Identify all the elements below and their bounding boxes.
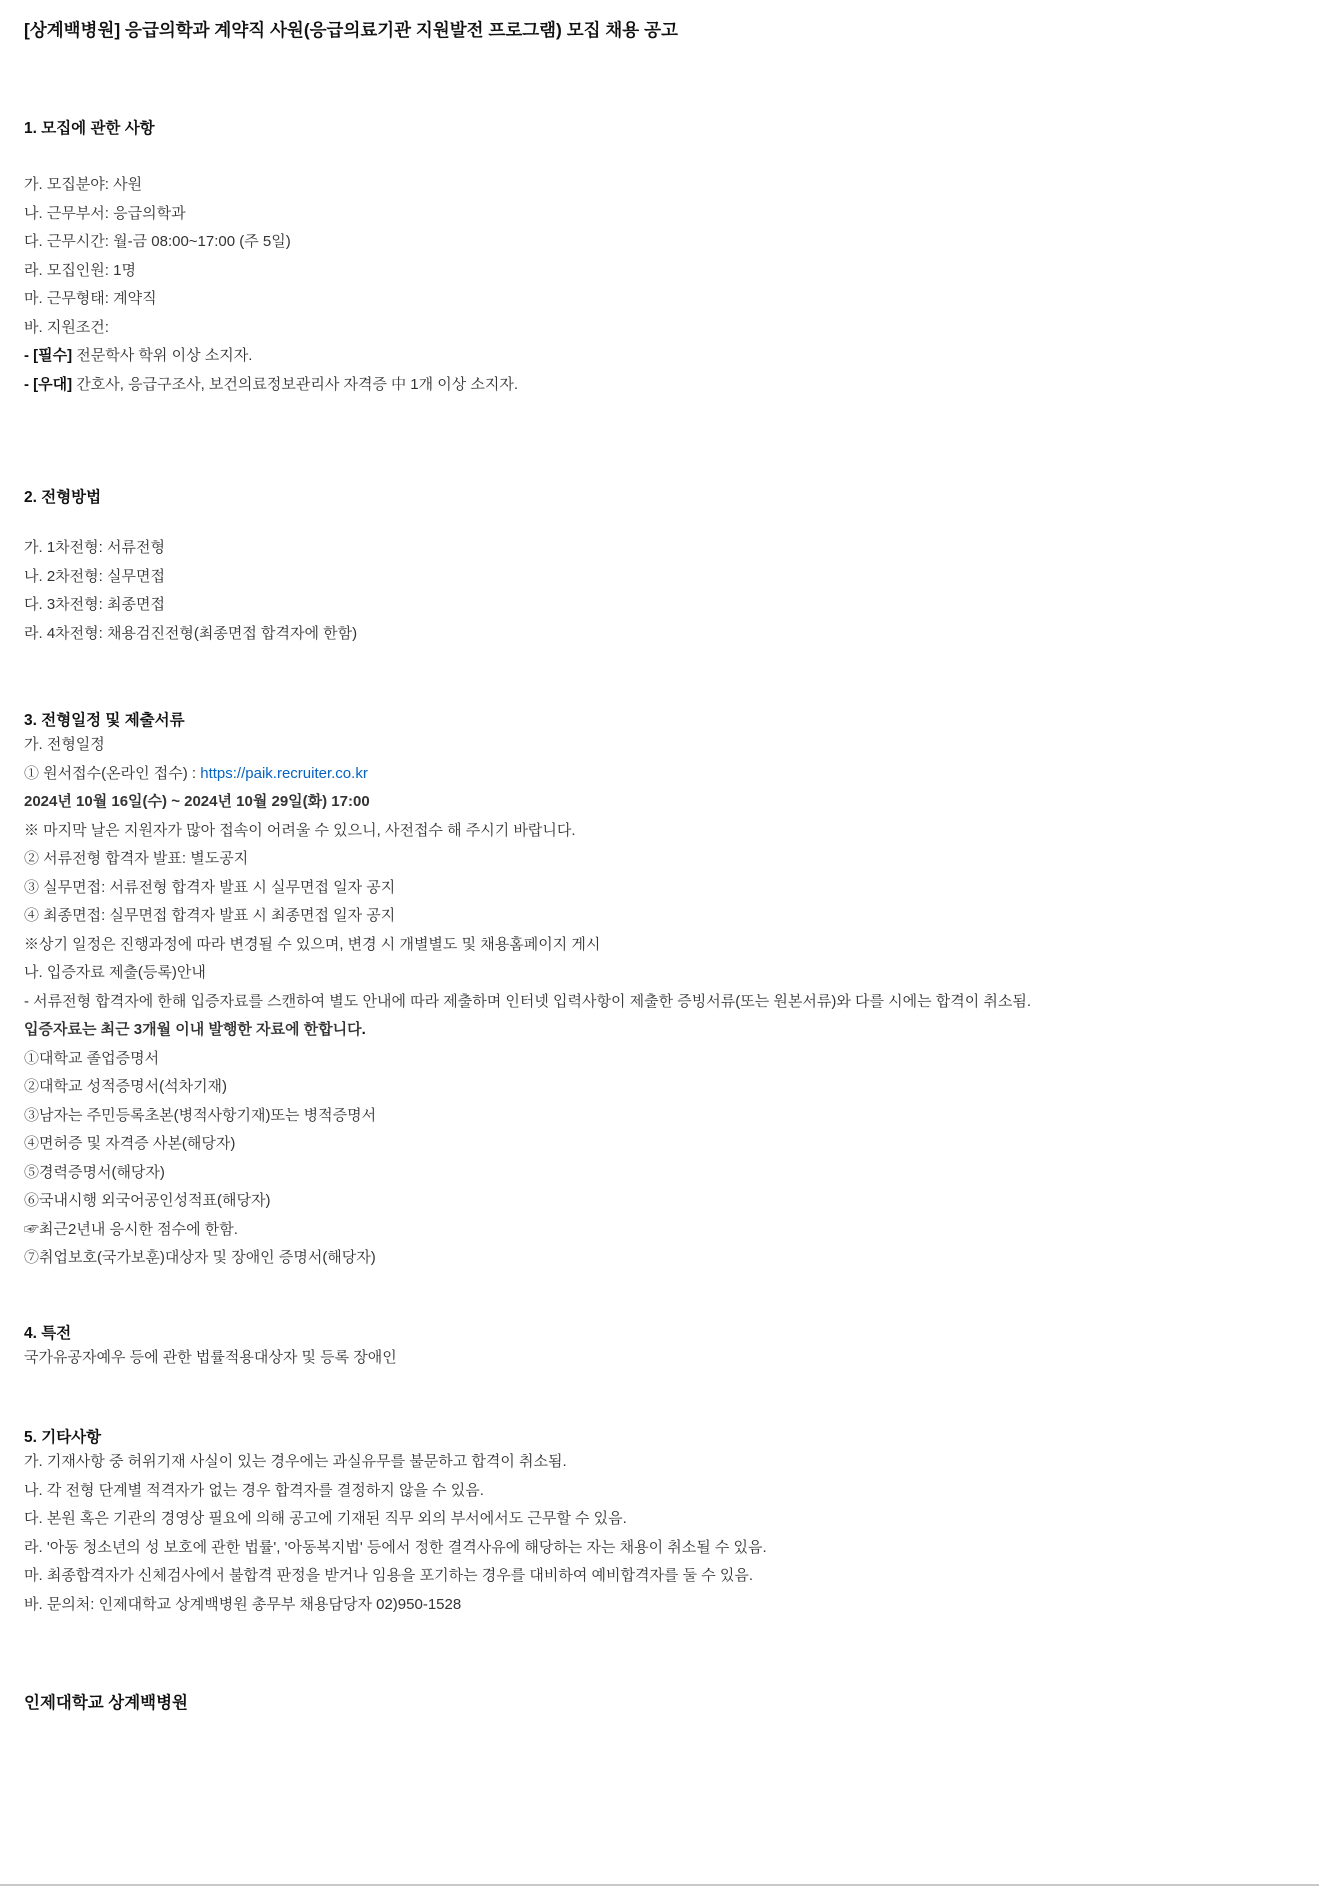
stage-1-line: 가. 1차전형: 서류전형 bbox=[24, 539, 165, 556]
preferred-label: - [우대] bbox=[24, 375, 73, 393]
qualification-line: 바. 지원조건: bbox=[24, 318, 109, 336]
stage-2-line: 나. 2차전형: 실무면접 bbox=[24, 567, 165, 585]
doc-language-score-note-line: ☞최근2년내 응시한 점수에 한함. bbox=[24, 1220, 238, 1238]
work-hours-line: 다. 근무시간: 월-금 08:00~17:00 (주 5일) bbox=[24, 233, 291, 250]
schedule-list bbox=[24, 845, 1299, 959]
employment-type-line: 마. 근무형태: 계약직 bbox=[24, 290, 157, 307]
doc-transcript-line: ②대학교 성적증명서(석차기재) bbox=[24, 1078, 228, 1095]
document-pass-announce-line: ② 서류전형 합격자 발표: 별도공지 bbox=[24, 850, 249, 867]
disqualification-law-line: 라. '아동 청소년의 성 보호에 관한 법률', '아동복지법' 등에서 정한 결격사유에 해당하는 자는 채용이 취소될 수 있음. bbox=[24, 1538, 767, 1556]
doc-veteran-disability-cert-line: ⑦취업보호(국가보훈)대상자 및 장애인 증명서(해당자) bbox=[24, 1249, 376, 1266]
bottom-divider bbox=[0, 1884, 1319, 1886]
doc-license-copy-line: ④면허증 및 자격증 사본(해당자) bbox=[24, 1135, 236, 1152]
required-label: - [필수] bbox=[24, 347, 73, 364]
proof-validity-text: 입증자료는 최근 3개월 이내 발행한 자료에 한합니다 bbox=[24, 1021, 362, 1038]
stage-3-line: 다. 3차전형: 최종면접 bbox=[24, 596, 165, 613]
preferred-qualification-line bbox=[24, 371, 1299, 400]
final-interview-line: ④ 최종면접: 실무면접 합격자 발표 시 최종면접 일자 공지 bbox=[24, 907, 396, 924]
contact-line: 바. 문의처: 인제대학교 상계백병원 총무부 채용담당자 02)950-1528 bbox=[24, 1595, 462, 1613]
false-statement-line: 가. 기재사항 중 허위기재 사실이 있는 경우에는 과실유무를 불문하고 합격이 취소됨. bbox=[24, 1453, 567, 1470]
schedule-subheading: 가. 전형일정 bbox=[24, 736, 105, 753]
doc-career-cert-line: ⑤경력증명서(해당자) bbox=[24, 1163, 165, 1181]
page-title: [상계백병원] 응급의학과 계약직 사원(응급의료기관 지원발전 프로그램) 모집 채용 공고 bbox=[24, 20, 678, 40]
section-1-body bbox=[24, 171, 1299, 399]
application-label: ① 원서접수(온라인 접수) : bbox=[24, 764, 201, 782]
section-1-heading: 1. 모집에 관한 사항 bbox=[24, 120, 155, 137]
reserve-candidate-line: 마. 최종합격자가 신체검사에서 불합격 판정을 받거나 임용을 포기하는 경우를 대비하여 예비합격자를 둘 수 있음. bbox=[24, 1567, 754, 1584]
section-3-heading: 3. 전형일정 및 제출서류 bbox=[24, 712, 185, 729]
doc-military-record-line: ③남자는 주민등록초본(병적사항기재)또는 병적증명서 bbox=[24, 1106, 377, 1124]
section-4-heading: 4. 특전 bbox=[24, 1324, 72, 1342]
application-note-line: ※ 마지막 날은 지원자가 많아 접속이 어려울 수 있으니, 사전접수 해 주시기 바랍니다. bbox=[24, 821, 576, 839]
application-url-link[interactable]: https://paik.recruiter.co.kr bbox=[200, 764, 368, 782]
section-5-heading: 5. 기타사항 bbox=[24, 1429, 102, 1446]
hospital-name-footer: 인제대학교 상계백병원 bbox=[24, 1694, 188, 1712]
practical-interview-line: ③ 실무면접: 서류전형 합격자 발표 시 실무면접 일자 공지 bbox=[24, 878, 396, 896]
required-qualification-line bbox=[24, 342, 1299, 371]
stage-4-line: 라. 4차전형: 채용검진전형(최종면접 합격자에 한함) bbox=[24, 624, 358, 642]
section-2-heading: 2. 전형방법 bbox=[24, 489, 102, 506]
section-5-body bbox=[24, 1448, 1299, 1619]
proof-validity-period: . bbox=[361, 1021, 366, 1038]
required-documents-list bbox=[24, 1045, 1299, 1273]
section-2-body bbox=[24, 534, 1299, 648]
proof-validity-notice bbox=[24, 1016, 1299, 1045]
recruit-field-line: 가. 모집분야: 사원 bbox=[24, 176, 143, 193]
benefits-line: 국가유공자예우 등에 관한 법률적용대상자 및 등록 장애인 bbox=[24, 1348, 397, 1366]
other-department-line: 다. 본원 혹은 기관의 경영상 필요에 의해 공고에 기재된 직무 외의 부서에서도 근무할 수 있음. bbox=[24, 1510, 627, 1527]
required-text: 전문학사 학위 이상 소지자. bbox=[72, 347, 253, 364]
doc-graduation-cert-line: ①대학교 졸업증명서 bbox=[24, 1049, 160, 1067]
doc-language-score-line: ⑥국내시행 외국어공인성적표(해당자) bbox=[24, 1192, 271, 1209]
application-line bbox=[24, 760, 1299, 789]
application-period-line: 2024년 10월 16일(수) ~ 2024년 10월 29일(화) 17:00 bbox=[24, 793, 370, 810]
schedule-change-note-line: ※상기 일정은 진행과정에 따라 변경될 수 있으며, 변경 시 개별별도 및 채용홈페이지 게시 bbox=[24, 935, 601, 953]
department-line: 나. 근무부서: 응급의학과 bbox=[24, 204, 186, 222]
no-qualified-candidate-line: 나. 각 전형 단계별 적격자가 없는 경우 합격자를 결정하지 않을 수 있음. bbox=[24, 1481, 484, 1499]
proof-submission-subheading: 나. 입증자료 제출(등록)안내 bbox=[24, 964, 206, 981]
headcount-line: 라. 모집인원: 1명 bbox=[24, 261, 136, 279]
preferred-text: 간호사, 응급구조사, 보건의료정보관리사 자격증 中 1개 이상 소지자. bbox=[72, 375, 519, 393]
proof-submission-desc-line: - 서류전형 합격자에 한해 입증자료를 스캔하여 별도 안내에 따라 제출하며 인터넷 입력사항이 제출한 증빙서류(또는 원본서류)와 다를 시에는 합격이 취소됨. bbox=[24, 992, 1032, 1010]
